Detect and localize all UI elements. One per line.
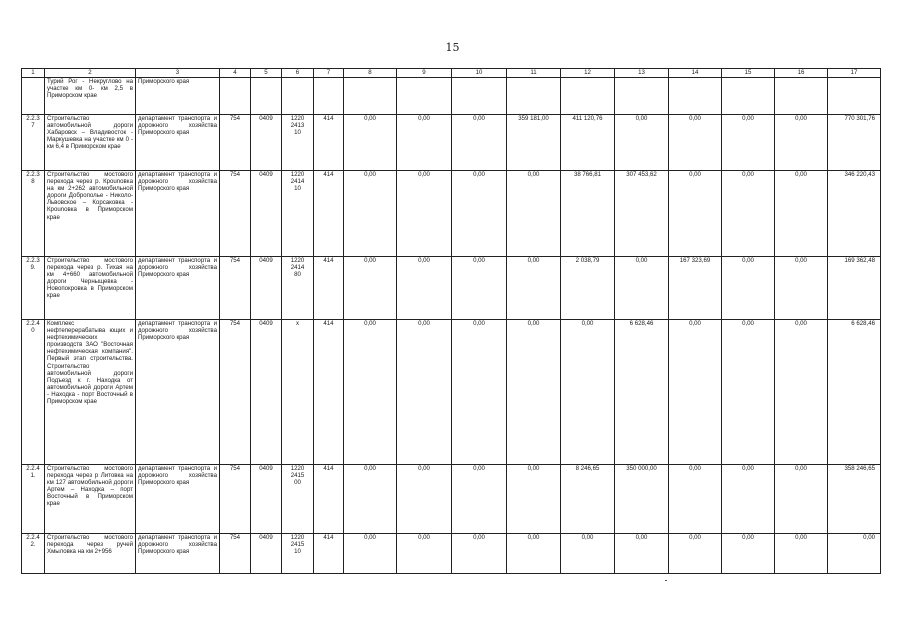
value-cell: 0,00 (722, 534, 775, 574)
code-cell: 754 (220, 257, 251, 320)
column-header-14: 14 (669, 69, 722, 78)
value-cell: 8 246,65 (561, 465, 615, 534)
value-cell: 6 628,46 (615, 320, 669, 465)
department: департамент транспорта и дорожного хозяйства Приморского края (136, 320, 220, 465)
value-cell (507, 78, 561, 115)
value-cell (397, 78, 452, 115)
value-cell: 0,00 (397, 257, 452, 320)
value-cell: 0,00 (397, 320, 452, 465)
value-cell (669, 78, 722, 115)
value-cell: 0,00 (344, 320, 397, 465)
value-cell: 0,00 (615, 534, 669, 574)
value-cell: 0,00 (669, 465, 722, 534)
value-cell: 6 628,46 (828, 320, 881, 465)
row-number (22, 78, 45, 115)
row-number: 2.2.3 7 (22, 115, 45, 171)
object-name: Строительство мостового перехода через р. Тихая на км 4+660 автомобильной дороги Черныщевка - Новопокровка в Приморском крае (45, 257, 136, 320)
code-cell: 0409 (251, 534, 282, 574)
department: департамент транспорта и дорожного хозяйства Приморского края (136, 257, 220, 320)
value-cell: 0,00 (775, 115, 828, 171)
value-cell: 0,00 (722, 171, 775, 257)
value-cell: 0,00 (615, 115, 669, 171)
value-cell: 0,00 (452, 465, 507, 534)
value-cell: 167 323,69 (669, 257, 722, 320)
table-row (22, 534, 881, 574)
code-cell: 1220 2413 10 (282, 115, 314, 171)
object-name: Комплекс нефтеперерабатыва ющих и нефтехимических производств ЗАО "Восточная нефтехимическая компания". Первый этап строительства. Строительство автомобильной дороги Подъезд к г. Находка от автомобильной дороги Артем - Находка - порт Восточный в Приморском крае (45, 320, 136, 465)
code-cell: 0409 (251, 320, 282, 465)
table-row (22, 171, 881, 257)
table-row (22, 257, 881, 320)
value-cell: 2 038,79 (561, 257, 615, 320)
column-header-7: 7 (314, 69, 344, 78)
value-cell: 346 220,43 (828, 171, 881, 257)
value-cell (828, 78, 881, 115)
value-cell: 0,00 (669, 171, 722, 257)
column-header-9: 9 (397, 69, 452, 78)
row-number: 2.2.3 9. (22, 257, 45, 320)
value-cell: 0,00 (397, 465, 452, 534)
value-cell: 0,00 (828, 534, 881, 574)
object-name: Строительство мостового перехода через ручей Хмыловкa на км 2+956 (45, 534, 136, 574)
value-cell: 0,00 (775, 534, 828, 574)
value-cell: 0,00 (397, 534, 452, 574)
row-number: 2.2.4 2. (22, 534, 45, 574)
value-cell: 0,00 (669, 534, 722, 574)
code-cell: 0409 (251, 171, 282, 257)
value-cell: 411 120,76 (561, 115, 615, 171)
value-cell: 359 181,00 (507, 115, 561, 171)
code-cell: 754 (220, 171, 251, 257)
value-cell: 0,00 (452, 257, 507, 320)
object-name: Строительство мостового перехода через р Литовка на км 127 автомобильной дороги Артем – Находка – порт Восточный в Приморском крае (45, 465, 136, 534)
table-row (22, 320, 881, 465)
value-cell: 0,00 (344, 171, 397, 257)
code-cell: 414 (314, 115, 344, 171)
code-cell: 1220 2414 80 (282, 257, 314, 320)
column-header-4: 4 (220, 69, 251, 78)
code-cell: 0409 (251, 257, 282, 320)
object-name: Строительство автомобильной дороги Хабаровск – Владивосток - Маркушевка на участке км 0 - км 6,4 в Приморском крае (45, 115, 136, 171)
code-cell: 414 (314, 320, 344, 465)
value-cell: 307 453,62 (615, 171, 669, 257)
code-cell (314, 78, 344, 115)
column-header-13: 13 (615, 69, 669, 78)
code-cell: 0409 (251, 115, 282, 171)
column-header-12: 12 (561, 69, 615, 78)
value-cell (561, 78, 615, 115)
code-cell: 1220 2415 10 (282, 534, 314, 574)
value-cell: 0,00 (507, 257, 561, 320)
row-number: 2.2.4 1. (22, 465, 45, 534)
code-cell: 414 (314, 534, 344, 574)
value-cell: 0,00 (507, 465, 561, 534)
object-name: Турий Рог - Некруглово на участке км 0- км 2,5 в Приморском крае (45, 78, 136, 115)
value-cell: 0,00 (722, 257, 775, 320)
column-header-11: 11 (507, 69, 561, 78)
row-number: 2.2.3 8 (22, 171, 45, 257)
value-cell: 0,00 (561, 320, 615, 465)
value-cell: 0,00 (344, 534, 397, 574)
value-cell: 0,00 (507, 534, 561, 574)
value-cell: 0,00 (507, 171, 561, 257)
code-cell (282, 78, 314, 115)
value-cell: 0,00 (561, 534, 615, 574)
value-cell: 0,00 (722, 115, 775, 171)
code-cell (220, 78, 251, 115)
value-cell: 0,00 (669, 115, 722, 171)
value-cell: 169 362,48 (828, 257, 881, 320)
value-cell (344, 78, 397, 115)
column-header-10: 10 (452, 69, 507, 78)
value-cell: 0,00 (775, 171, 828, 257)
column-header-3: 3 (136, 69, 220, 78)
value-cell: 0,00 (722, 320, 775, 465)
column-header-17: 17 (828, 69, 881, 78)
value-cell: 0,00 (397, 171, 452, 257)
value-cell: 38 766,81 (561, 171, 615, 257)
value-cell: 0,00 (615, 257, 669, 320)
page-number: 15 (445, 41, 460, 54)
code-cell: 1220 2415 00 (282, 465, 314, 534)
value-cell: 0,00 (669, 320, 722, 465)
value-cell: 0,00 (507, 320, 561, 465)
value-cell: 770 301,76 (828, 115, 881, 171)
value-cell: 350 000,00 (615, 465, 669, 534)
value-cell: 0,00 (397, 115, 452, 171)
value-cell (452, 78, 507, 115)
row-number: 2.2.4 0 (22, 320, 45, 465)
department: департамент транспорта и дорожного хозяйства Приморского края (136, 115, 220, 171)
column-header-1: 1 (22, 69, 45, 78)
code-cell: 414 (314, 257, 344, 320)
value-cell: 0,00 (344, 465, 397, 534)
value-cell: 0,00 (452, 320, 507, 465)
code-cell: x (282, 320, 314, 465)
value-cell: 0,00 (452, 171, 507, 257)
code-cell: 754 (220, 320, 251, 465)
column-header-2: 2 (45, 69, 136, 78)
department: департамент транспорта и дорожного хозяйства Приморского края (136, 534, 220, 574)
code-cell (251, 78, 282, 115)
value-cell: 0,00 (344, 257, 397, 320)
object-name: Строительство мостового перехода через р. Крounовка на км 2+262 автомобильной дороги Доброполье - Николо-Львовское – Корсаковка - Крounовка в Приморском крае (45, 171, 136, 257)
column-header-16: 16 (775, 69, 828, 78)
column-header-5: 5 (251, 69, 282, 78)
code-cell: 754 (220, 465, 251, 534)
value-cell (615, 78, 669, 115)
header-row (22, 69, 881, 78)
scan-mark (665, 580, 667, 581)
value-cell (775, 78, 828, 115)
value-cell: 0,00 (775, 320, 828, 465)
department: департамент транспорта и дорожного хозяйства Приморского края (136, 465, 220, 534)
department: департамент транспорта и дорожного хозяйства Приморского края (136, 171, 220, 257)
budget-table (21, 68, 881, 574)
value-cell: 358 246,65 (828, 465, 881, 534)
column-header-6: 6 (282, 69, 314, 78)
department: Приморского края (136, 78, 220, 115)
value-cell (722, 78, 775, 115)
value-cell: 0,00 (344, 115, 397, 171)
value-cell: 0,00 (452, 534, 507, 574)
column-header-15: 15 (722, 69, 775, 78)
value-cell: 0,00 (775, 465, 828, 534)
code-cell: 414 (314, 171, 344, 257)
code-cell: 754 (220, 534, 251, 574)
code-cell: 414 (314, 465, 344, 534)
table-row (22, 78, 881, 115)
column-header-8: 8 (344, 69, 397, 78)
code-cell: 0409 (251, 465, 282, 534)
value-cell: 0,00 (722, 465, 775, 534)
code-cell: 754 (220, 115, 251, 171)
table-row (22, 115, 881, 171)
table-row (22, 465, 881, 534)
value-cell: 0,00 (775, 257, 828, 320)
value-cell: 0,00 (452, 115, 507, 171)
code-cell: 1220 2414 10 (282, 171, 314, 257)
